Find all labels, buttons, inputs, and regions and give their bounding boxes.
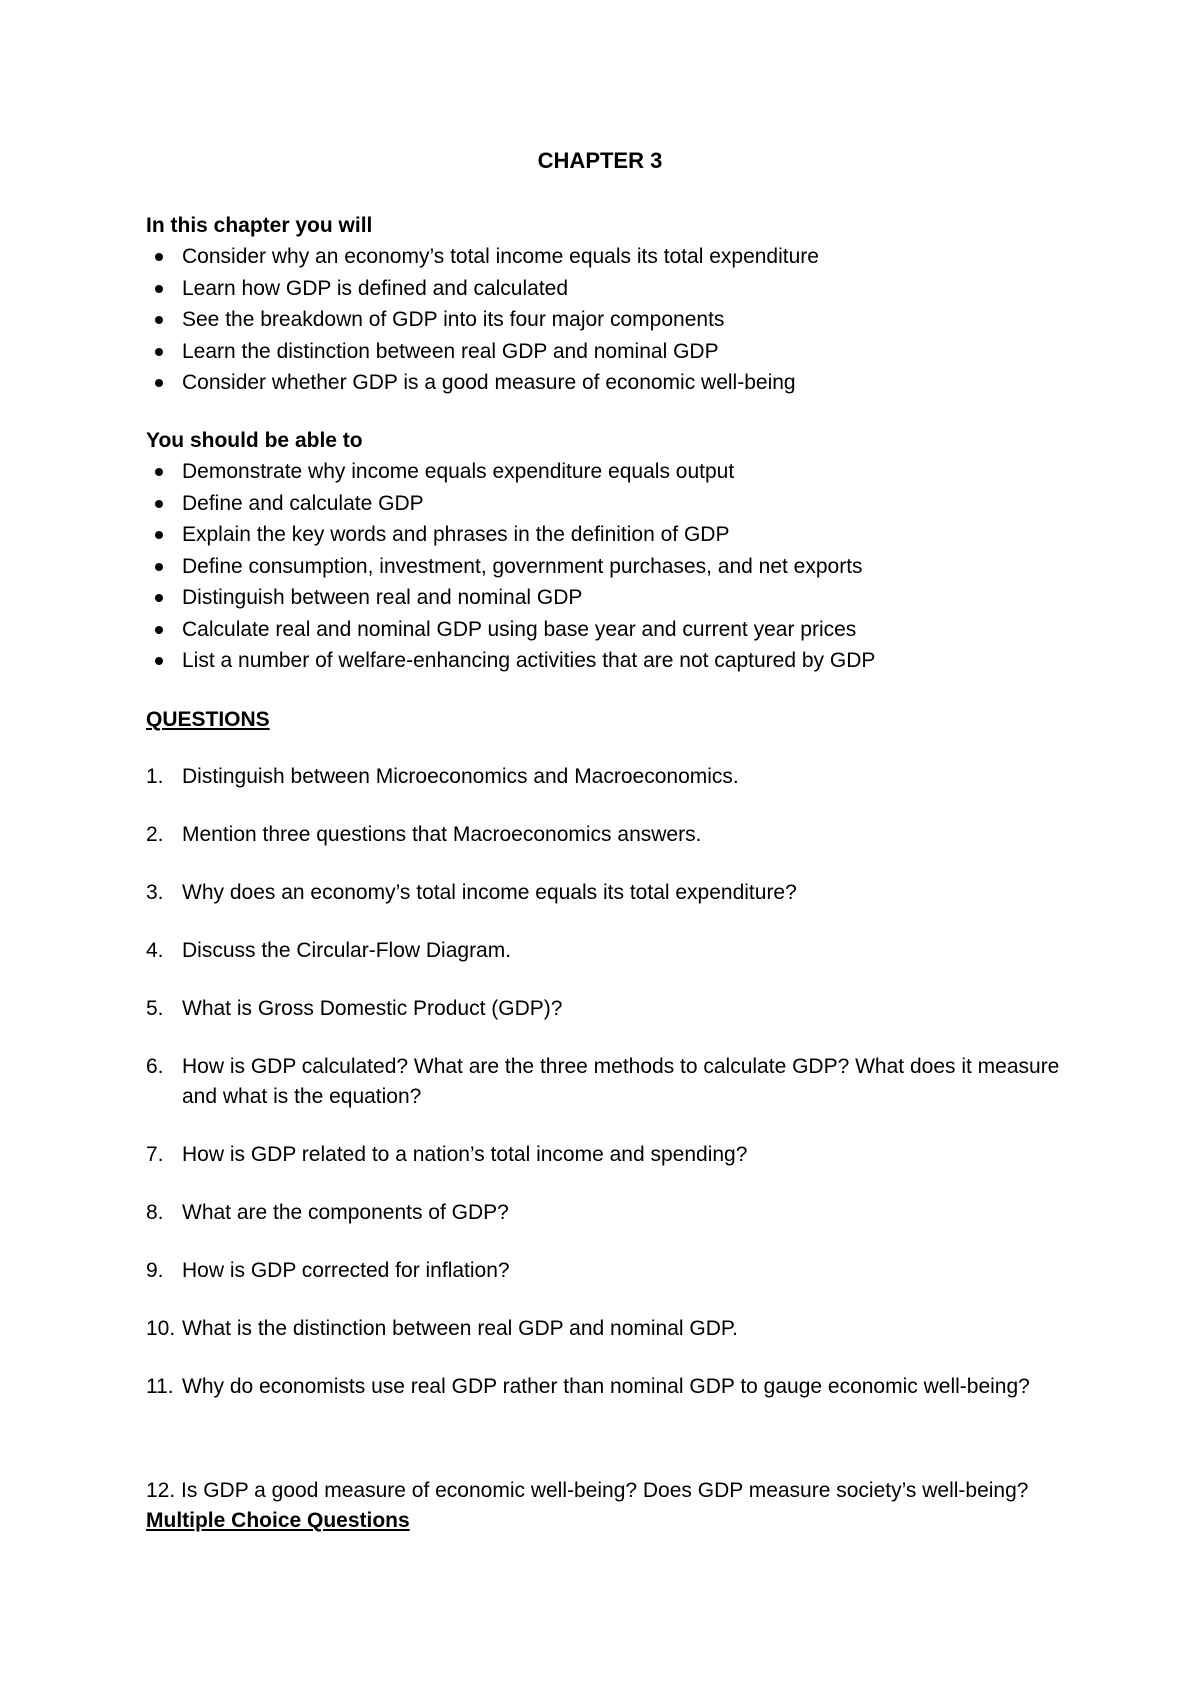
question-item: 8. What are the components of GDP? <box>146 1201 509 1224</box>
list-item: Consider whether GDP is a good measure of economic well-being <box>146 367 1086 399</box>
bullet-icon <box>155 379 163 387</box>
question-item: 5. What is Gross Domestic Product (GDP)? <box>146 997 563 1020</box>
question-item: 9. How is GDP corrected for inflation? <box>146 1259 510 1282</box>
bullet-icon <box>155 563 163 571</box>
bullet-icon <box>155 285 163 293</box>
list-item: Consider why an economy’s total income equals its total expenditure <box>146 241 1086 273</box>
bullet-icon <box>155 500 163 508</box>
learning-objectives-list <box>146 456 1086 677</box>
chapter-goals-heading: In this chapter you will <box>146 214 373 237</box>
question-item: 3. Why does an economy’s total income equals its total expenditure? <box>146 881 797 904</box>
bullet-icon <box>155 253 163 261</box>
list-item: Learn the distinction between real GDP and nominal GDP <box>146 336 1086 368</box>
list-item: Define and calculate GDP <box>146 488 1086 520</box>
bullet-icon <box>155 468 163 476</box>
chapter-goals-list <box>146 241 1086 399</box>
list-item: Learn how GDP is defined and calculated <box>146 273 1086 305</box>
question-item: 4. Discuss the Circular-Flow Diagram. <box>146 939 512 962</box>
list-item: Demonstrate why income equals expenditure equals output <box>146 456 1086 488</box>
question-item: 1. Distinguish between Microeconomics and Macroeconomics. <box>146 765 739 788</box>
list-item: Distinguish between real and nominal GDP <box>146 582 1086 614</box>
questions-list <box>146 762 1086 1430</box>
list-item: Define consumption, investment, government purchases, and net exports <box>146 551 1086 583</box>
learning-objectives-heading: You should be able to <box>146 429 363 452</box>
list-item: List a number of welfare-enhancing activities that are not captured by GDP <box>146 645 1086 677</box>
multiple-choice-heading: Multiple Choice Questions <box>146 1509 410 1532</box>
question-item: 6. How is GDP calculated? What are the three methods to calculate GDP? What does it measure and what is the equation? <box>146 1055 1060 1108</box>
question-item: 11. Why do economists use real GDP rather than nominal GDP to gauge economic well-being? <box>146 1375 1030 1398</box>
bullet-icon <box>155 531 163 539</box>
chapter-title: CHAPTER 3 <box>537 148 663 173</box>
questions-heading: QUESTIONS <box>146 708 270 731</box>
learning-objectives-section <box>146 425 1086 677</box>
question-item: 2. Mention three questions that Macroeconomics answers. <box>146 823 702 846</box>
bullet-icon <box>155 657 163 665</box>
question-12: 12. Is GDP a good measure of economic well-being? Does GDP measure society’s well-being? <box>146 1479 1029 1502</box>
bullet-icon <box>155 348 163 356</box>
question-item: 7. How is GDP related to a nation’s total income and spending? <box>146 1143 748 1166</box>
list-item: Calculate real and nominal GDP using base year and current year prices <box>146 614 1086 646</box>
list-item: See the breakdown of GDP into its four major components <box>146 304 1086 336</box>
bullet-icon <box>155 594 163 602</box>
questions-heading-block <box>146 704 1086 736</box>
chapter-goals-section <box>146 210 1086 399</box>
question-item: 10. What is the distinction between real GDP and nominal GDP. <box>146 1317 739 1340</box>
list-item: Explain the key words and phrases in the definition of GDP <box>146 519 1086 551</box>
bullet-icon <box>155 316 163 324</box>
bullet-icon <box>155 626 163 634</box>
